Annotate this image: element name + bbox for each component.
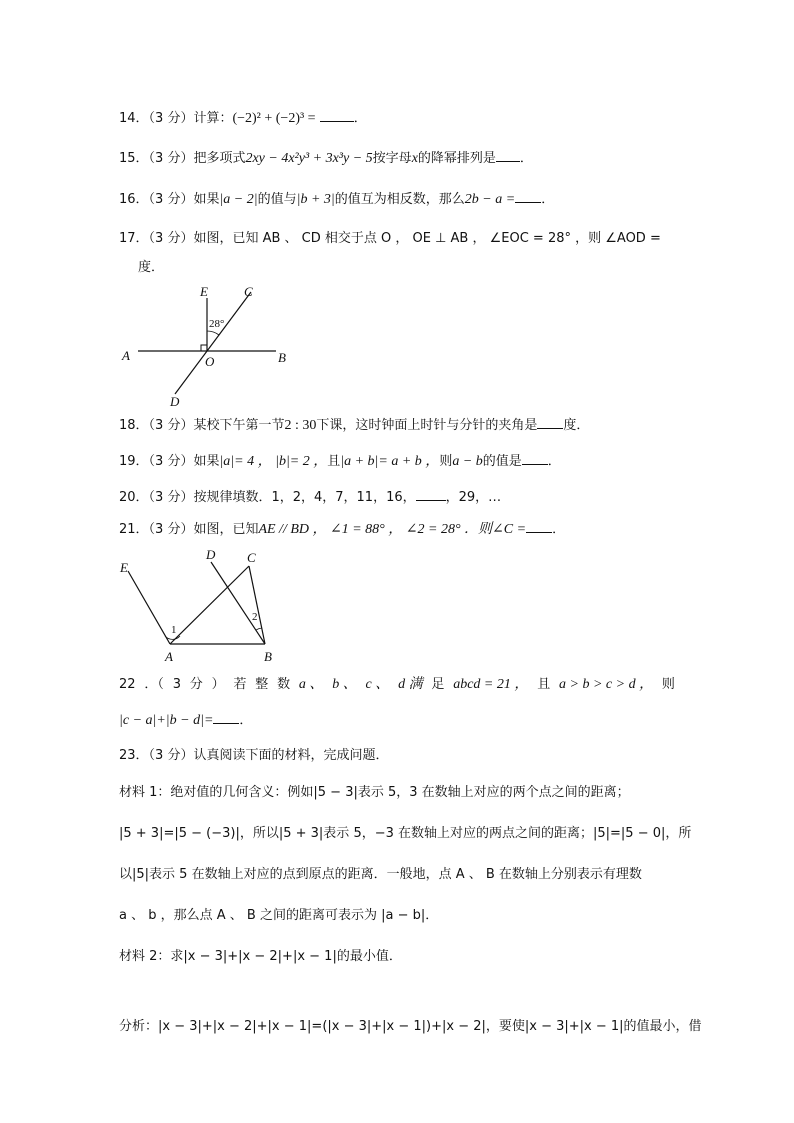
q22-p16: 则 bbox=[661, 677, 675, 692]
q22-suffix: ． bbox=[239, 713, 253, 728]
q17-figure bbox=[118, 282, 298, 412]
q22-p3: 分 bbox=[189, 677, 203, 692]
q22-p9: b 、 bbox=[332, 677, 357, 692]
question-19 bbox=[119, 451, 561, 471]
label-e: E bbox=[120, 560, 128, 575]
q22-p12: 足 bbox=[431, 677, 445, 692]
q22-p15: a > b > c > d ， bbox=[559, 677, 654, 692]
q18-suffix: 度． bbox=[563, 418, 590, 433]
q22-p6: 整 bbox=[255, 677, 269, 692]
q23-material1-line2: |5 + 3|=|5 − (−3)|，所以|5 + 3|表示 5，−3 在数轴上对应的两点之间的距离；|5|=|5 − 0|，所 bbox=[119, 826, 692, 841]
q22-p5: 若 bbox=[233, 677, 247, 692]
label-c: C bbox=[244, 284, 253, 299]
q16-t2: 的值互为相反数，那么 bbox=[334, 192, 465, 207]
label-c: C bbox=[247, 550, 256, 565]
q23-material1-line4: a 、 b ，那么点 A 、 B 之间的距离可表示为 |a − b|． bbox=[119, 908, 439, 923]
q16-expression: 2b − a = bbox=[464, 192, 516, 207]
q16-suffix: ． bbox=[541, 192, 555, 207]
q21-suffix: ． bbox=[552, 522, 566, 537]
question-17-line2: 度． bbox=[138, 260, 165, 275]
q22-p0: 22 bbox=[119, 677, 136, 692]
question-23-title: 23．（3 分）认真阅读下面的材料，完成问题． bbox=[119, 748, 389, 763]
q22-p11: d 满 bbox=[398, 677, 423, 692]
question-21 bbox=[119, 519, 565, 539]
question-17-line1: 17．（3 分）如图，已知 AB 、 CD 相交于点 O ， OE ⊥ AB ， ∠EOC = 28° ，则 ∠AOD = bbox=[119, 231, 661, 246]
q21-figure bbox=[115, 546, 285, 668]
q19-cond1: |a|= 4 ， |b|= 2 ， bbox=[219, 454, 328, 469]
q14-answer-blank[interactable] bbox=[320, 108, 354, 122]
q23-material1-line3: 以|5|表示 5 在数轴上对应的点到原点的距离．一般地，点 A 、 B 在数轴上分别表示有理数 bbox=[119, 867, 642, 882]
question-15 bbox=[119, 148, 533, 168]
q22-p14: 且 bbox=[537, 677, 551, 692]
q22-expression: |c − a|+|b − d|= bbox=[119, 713, 214, 728]
question-16 bbox=[119, 189, 554, 209]
q22-p7: 数 bbox=[277, 677, 291, 692]
q18-prefix: 18．（3 分）某校下午第一节 bbox=[119, 418, 285, 433]
label-1: 1 bbox=[171, 624, 177, 636]
q19-suffix1: 的值是 bbox=[482, 454, 522, 469]
q19-t2: 则 bbox=[439, 454, 453, 469]
q23-analysis: 分析：|x − 3|+|x − 2|+|x − 1|=(|x − 3|+|x − 1|)+|x − 2|，要使|x − 3|+|x − 1|的值最小，借 bbox=[119, 1019, 702, 1034]
q18-time: 2 : 30 bbox=[284, 418, 317, 433]
q21-condition: AE // BD ， ∠1 = 88° ， ∠2 = 28° ．则∠C = bbox=[258, 522, 527, 537]
q16-answer-blank[interactable] bbox=[515, 189, 541, 203]
line-ea bbox=[128, 571, 170, 644]
question-20 bbox=[119, 487, 501, 507]
question-18 bbox=[119, 415, 589, 435]
q15-answer-blank[interactable] bbox=[496, 148, 520, 162]
q18-mid: 下课，这时钟面上时针与分针的夹角是 bbox=[316, 418, 538, 433]
q22-p10: c 、 bbox=[365, 677, 390, 692]
label-b: B bbox=[278, 350, 286, 365]
label-angle-28: 28° bbox=[209, 318, 225, 330]
question-14 bbox=[119, 108, 367, 128]
q21-prefix: 21．（3 分）如图，已知 bbox=[119, 522, 259, 537]
q14-expression: (−2)² + (−2)³ = bbox=[232, 111, 316, 126]
line-ac bbox=[170, 566, 249, 644]
label-b: B bbox=[264, 649, 272, 664]
q16-abs1: |a − 2| bbox=[219, 192, 258, 207]
angle-arc bbox=[207, 331, 219, 335]
label-a: A bbox=[165, 649, 173, 664]
label-o: O bbox=[205, 354, 215, 369]
q15-suffix1: 的降幂排列是 bbox=[417, 151, 496, 166]
q23-material2: 材料 2：求|x − 3|+|x − 2|+|x − 1|的最小值． bbox=[119, 949, 402, 964]
q19-t1: 且 bbox=[327, 454, 341, 469]
label-d: D bbox=[170, 394, 180, 409]
label-2: 2 bbox=[252, 611, 258, 623]
q22-p2: 3 bbox=[172, 677, 181, 692]
q20-suffix: ，29，… bbox=[445, 490, 502, 505]
question-22-line2 bbox=[119, 710, 252, 730]
q19-expression: a − b bbox=[452, 454, 483, 469]
q14-prefix: 14．（3 分）计算： bbox=[119, 111, 233, 126]
angle-2-arc bbox=[256, 628, 262, 630]
line-cd bbox=[175, 292, 251, 394]
label-d: D bbox=[206, 547, 216, 562]
q22-p8: a 、 bbox=[298, 677, 324, 692]
q16-abs2: |b + 3| bbox=[296, 192, 335, 207]
q23-material1-line1: 材料 1：绝对值的几何含义：例如|5 − 3|表示 5，3 在数轴上对应的两个点之间的距离； bbox=[119, 785, 630, 800]
q22-p4: ） bbox=[211, 677, 225, 692]
q14-suffix: ． bbox=[353, 111, 367, 126]
q19-answer-blank[interactable] bbox=[522, 451, 548, 465]
q15-var: x bbox=[411, 151, 418, 166]
question-22-line1 bbox=[119, 676, 675, 694]
label-e: E bbox=[200, 284, 208, 299]
q18-answer-blank[interactable] bbox=[537, 415, 563, 429]
q20-answer-blank[interactable] bbox=[416, 487, 446, 501]
q19-prefix: 19．（3 分）如果 bbox=[119, 454, 220, 469]
q21-answer-blank[interactable] bbox=[526, 519, 552, 533]
q15-polynomial: 2xy − 4x²y³ + 3x³y − 5 bbox=[245, 151, 373, 166]
q19-suffix2: ． bbox=[547, 454, 561, 469]
q22-answer-blank[interactable] bbox=[213, 710, 239, 724]
q22-p1: ．（ bbox=[144, 677, 164, 692]
q15-suffix2: ． bbox=[519, 151, 533, 166]
q16-t1: 的值与 bbox=[257, 192, 297, 207]
q22-p13: abcd = 21 ， bbox=[453, 677, 529, 692]
q15-mid: 按字母 bbox=[372, 151, 412, 166]
q16-prefix: 16．（3 分）如果 bbox=[119, 192, 220, 207]
right-angle-mark bbox=[201, 345, 207, 351]
q20-prefix: 20．（3 分）按规律填数．1，2，4，7，11，16， bbox=[119, 490, 416, 505]
q15-prefix: 15．（3 分）把多项式 bbox=[119, 151, 246, 166]
label-a: A bbox=[122, 348, 130, 363]
q19-cond2: |a + b|= a + b ， bbox=[340, 454, 440, 469]
